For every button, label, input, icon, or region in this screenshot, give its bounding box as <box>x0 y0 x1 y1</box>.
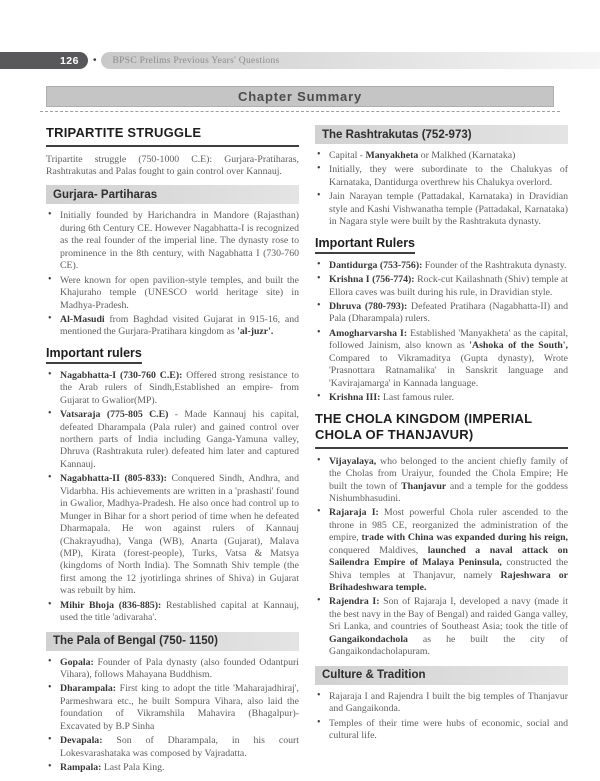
bullet-item: • Al-Masudi from Baghdad visited Gujarat in 915-16, and mentioned the Gurjara-Pratihara kingdom as 'al-juzr'. <box>46 314 299 339</box>
section-title-tripartite-struggle: TRIPARTITE STRUGGLE <box>46 125 299 147</box>
page-number: 126 <box>59 54 79 67</box>
bullet-item: • Rajendra I: Son of Rajaraja I, developed a navy (made it the best navy in the Bay of Bengal) and raided Ganga valley, Sri Lanka, and countries of Southeast Asia; took the title of Gangaikondachola as he built the city of Gangaikondacholapuram. <box>315 596 568 658</box>
bullet-item: • Dharampala: First king to adopt the title 'Maharajadhiraj', Parmeshwara etc., he built Sompura Vihara, also laid the foundation of Vikramshila Mahavira (Bhagalpur)- Excavated by B.P Sinha <box>46 683 299 733</box>
subsection-rashtrakutas: The Rashtrakutas (752-973) <box>315 125 568 144</box>
bullet-item: • Vatsaraja (775-805 C.E) - Made Kannauj his capital, defeated Dharampala (Pala ruler) and gained control over northern parts of India including Ganga-Yamuna valley, Dhruva (Rashtrakuta ruler) defeated him later and captured Kannauj. <box>46 409 299 471</box>
chapter-summary-banner: Chapter Summary <box>46 86 554 107</box>
tripartite-intro: Tripartite struggle (750-1000 C.E): Gurjara-Pratiharas, Rashtrakutas and Palas fought to gain control over Kannauj. <box>46 153 299 178</box>
subsection-gurjara-partiharas: Gurjara- Partiharas <box>46 185 299 204</box>
bullet-item: • Dantidurga (753-756): Founder of the Rashtrakuta dynasty. <box>315 260 568 272</box>
gurjara-important-rulers <box>46 370 299 625</box>
bullet-item: • Krishna III: Last famous ruler. <box>315 392 568 404</box>
bullet-item: • Rajaraja I and Rajendra I built the big temples of Thanjavur and Gangaikonda. <box>315 691 568 716</box>
bullet-item: • Rajaraja I: Most powerful Chola ruler ascended to the throne in 985 CE, reorganized the administration of the empire, trade with China was expanded during his reign, conquered Maldives, launched a naval attack on Sailendra Empire of Malaya Peninsula, constructed the Shiva temples at Thanjavur, namely Rajeshwara or Brihadeshwara temple. <box>315 507 568 594</box>
heading-important-rulers-left: Important rulers <box>46 346 142 364</box>
subsection-culture-tradition: Culture & Tradition <box>315 666 568 685</box>
book-title: BPSC Prelims Previous Years' Questions <box>112 55 280 66</box>
bullet-item: • Capital - Manyakheta or Malkhed (Karnataka) <box>315 150 568 162</box>
subsection-pala-of-bengal: The Pala of Bengal (750- 1150) <box>46 632 299 651</box>
bullet-item: • Mihir Bhoja (836-885): Restablished capital at Kannauj, used the title 'adivaraha'. <box>46 600 299 625</box>
bullet-item: • Dhruva (780-793): Defeated Pratihara (Nagabhatta-II) and Pala (Dharampala) rulers. <box>315 301 568 326</box>
bullet-item: • Nagabhatta-II (805-833): Conquered Sindh, Andhra, and Vidarbha. His achievements are written in a 'prashasti' found in Gwalior, Madhya-Pradesh. He also once had control up to Munger in Bihar for a short period of time when he defeated Dharmapala. He won against rulers of Kannauj (Chakrayudha), Vanga (WB), Anarta (Gujarat), Malava (MP), Kirata (forest-people), Turks, Vatsa & Matsya (kingdoms of North India). The Somnath Shiv temple (the first among the 12 jyotirlinga shrines of Shiva) in Gujarat was rebuilt by him. <box>46 473 299 597</box>
bullet-item: • Initially, they were subordinate to the Chalukyas of Karnataka, Dantidurga overthrew his Chalukya overlord. <box>315 164 568 189</box>
chola-rulers <box>315 456 568 659</box>
bullet-item: • Rampala: Last Pala King. <box>46 762 299 774</box>
pala-rulers <box>46 657 299 775</box>
bullet-item: • Gopala: Founder of Pala dynasty (also founded Odantpuri Vihara), follows Mahayana Buddhism. <box>46 657 299 682</box>
left-column <box>46 123 299 781</box>
bullet-item: • Amogharvarsha I: Established 'Manyakheta' as the capital, followed Jainism, also known as 'Ashoka of the South', Compared to Vikramaditya (Gupta dynasty), Wrote 'Prasnottara Ratnamalika' in Sanskrit language and 'Kavirajamarga' in Kannada language. <box>315 328 568 390</box>
bullet-item: • Devapala: Son of Dharampala, in his court Lokesvarashataka was composed by Vajradatta. <box>46 735 299 760</box>
culture-tradition-points <box>315 691 568 743</box>
gurjara-partiharas-points <box>46 210 299 338</box>
bullet-item: • Initially founded by Harichandra in Mandore (Rajasthan) during 6th Century CE. However Nagabhatta-I is recognized as the real founder of the imperial line. The dynasty rose to prominence in the 8th century, with Nagabhatta I (730-760 CE). <box>46 210 299 272</box>
heading-important-rulers-right: Important Rulers <box>315 236 415 254</box>
right-column <box>315 123 568 781</box>
rashtrakutas-points <box>315 150 568 229</box>
rashtrakuta-important-rulers <box>315 260 568 405</box>
separator-dot-icon: • <box>93 55 97 66</box>
page-header <box>0 52 600 69</box>
bullet-item: • Vijayalaya, who belonged to the ancient chiefly family of the Cholas from Uraiyur, founded the Chola Empire; He built the town of Thanjavur and a temple for the goddess Nishumbhasudini. <box>315 456 568 506</box>
content-columns <box>46 123 568 781</box>
header-title-bar <box>101 52 600 69</box>
bullet-item: • Jain Narayan temple (Pattadakal, Karnataka) in Dravidian style and Kashi Vishwanatha temple (Pattadakal, Karnataka) in Nagara style were built by the Rashtrakuta dynasty. <box>315 191 568 228</box>
bullet-item: • Were known for open pavilion-style temples, and built the Khajuraho temple (UNESCO world heritage site) in Madhya-Pradesh. <box>46 275 299 312</box>
bullet-item: • Krishna I (756-774): Rock-cut Kailashnath (Shiv) temple at Ellora caves was built during his rule, in Dravidian style. <box>315 274 568 299</box>
bullet-item: • Nagabhatta-I (730-760 C.E): Offered strong resistance to the Arab rulers of Sindh,Established an empire- from Gujarat to Gwalior(MP). <box>46 370 299 407</box>
bullet-item: • Temples of their time were hubs of economic, social and cultural life. <box>315 718 568 743</box>
page-number-badge <box>0 52 88 69</box>
dashed-divider <box>40 111 560 112</box>
section-title-chola-kingdom: THE CHOLA KINGDOM (IMPERIAL CHOLA OF THANJAVUR) <box>315 411 568 448</box>
